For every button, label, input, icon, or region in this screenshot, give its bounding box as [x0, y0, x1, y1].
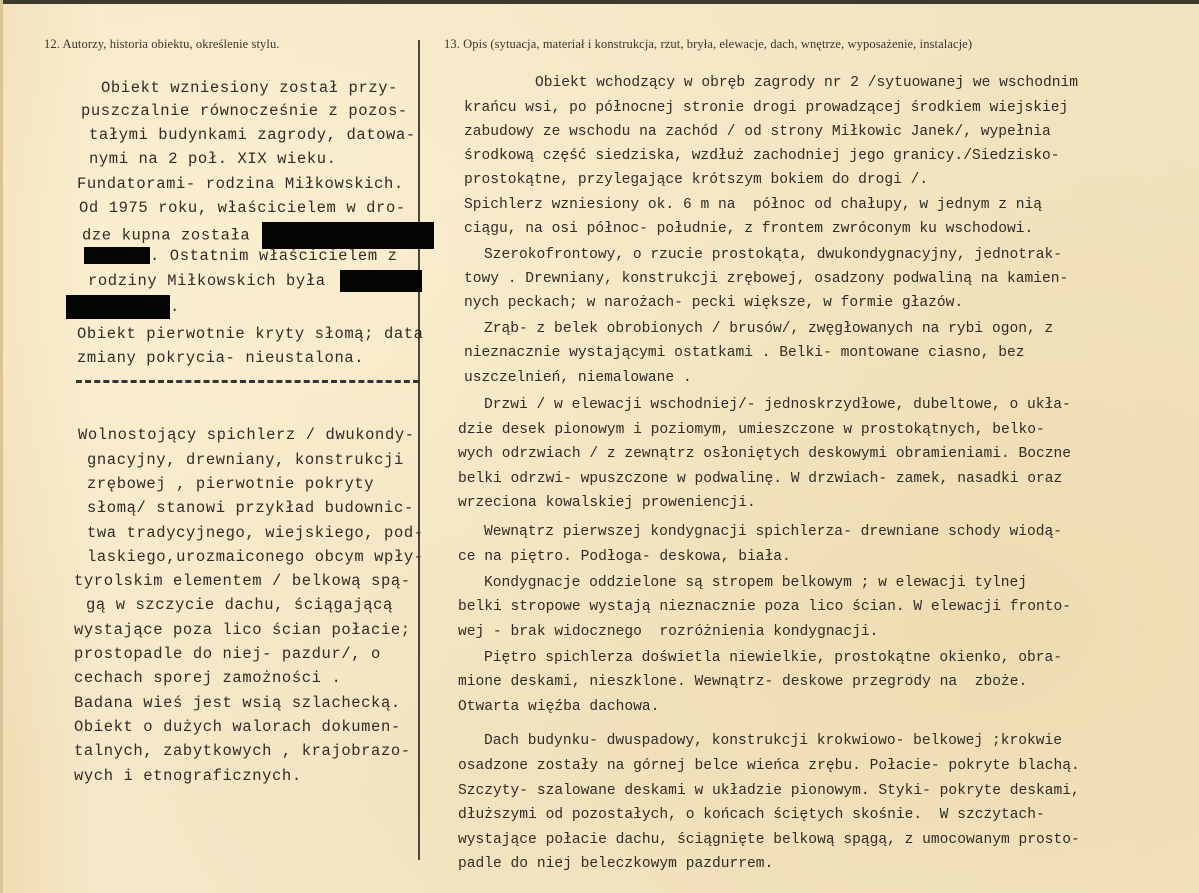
- text-line: cechach sporej zamożności .: [74, 669, 342, 687]
- text-line: Spichlerz wzniesiony ok. 6 m na północ od chałupy, w jednym z nią: [464, 197, 1043, 213]
- text-line: nymi na 2 poł. XIX wieku.: [89, 150, 337, 168]
- text-line: wystające połacie dachu, ściągnięte belkową spągą, z umocowanym prosto-: [458, 832, 1080, 848]
- text-line: Kondygnacje oddzielone są stropem belkowym ; w elewacji tylnej: [484, 575, 1027, 591]
- text-line: Zrąb- z belek obrobionych / brusów/, zwęgłowanych na rybi ogon, z: [484, 321, 1054, 337]
- text-line: dłuższymi od pozostałych, o końcach ściętych skośnie. W szczytach-: [458, 807, 1045, 823]
- scan-left-edge: [0, 0, 3, 893]
- redacted-name: [340, 270, 422, 292]
- text-line: puszczalnie równocześnie z pozos-: [81, 102, 408, 120]
- text-line: nieznacznie wystającymi ostatkami . Belki- montowane ciasno, bez: [464, 345, 1025, 361]
- text-line: krańcu wsi, po północnej stronie drogi prowadzącej środkiem wiejskiej: [464, 100, 1069, 116]
- text-line: tyrolskim elementem / belkową spą-: [74, 572, 411, 590]
- text-line: towy . Drewniany, konstrukcji zrębowej, osadzony podwaliną na kamien-: [464, 271, 1069, 287]
- text-line: Drzwi / w elewacji wschodniej/- jednoskrzydłowe, dubeltowe, o ukła-: [484, 397, 1071, 413]
- text-line: mione deskami, nieszklone. Wewnątrz- deskowe przegrody na zboże.: [458, 674, 1028, 690]
- text-line: twa tradycyjnego, wiejskiego, pod-: [87, 524, 424, 542]
- text-line: dzie desek pionowym i poziomym, umieszczone w prostokątnych, belko-: [458, 422, 1045, 438]
- scan-top-edge: [0, 0, 1199, 4]
- text-line: gą w szczycie dachu, ściągającą: [86, 596, 393, 614]
- text-line: Badana wieś jest wsią szlachecką.: [74, 694, 401, 712]
- separator-dashes: [76, 380, 419, 387]
- text-line: laskiego,urozmaiconego obcym wpły-: [87, 548, 424, 566]
- text-line: nych peckach; w narożach- pecki większe, w formie głazów.: [464, 295, 964, 311]
- text-line: [84, 246, 398, 266]
- text-line: ce na piętro. Podłoga- deskowa, biała.: [458, 549, 791, 565]
- text-line: uszczelnień, niemalowane .: [464, 370, 692, 386]
- section-12-header: 12. Autorzy, historia obiektu, określenie stylu.: [44, 37, 280, 51]
- text-line: Szerokofrontowy, o rzucie prostokąta, dwukondygnacyjny, jednotrak-: [484, 247, 1063, 263]
- text-line: Piętro spichlerza doświetla niewielkie, prostokątne okienko, obra-: [484, 650, 1063, 666]
- text-line: prostopadle do niej- pazdur/, o: [74, 645, 381, 663]
- text-line: zabudowy ze wschodu na zachód / od strony Miłkowic Janek/, wypełnia: [464, 124, 1051, 140]
- text-line: [66, 295, 180, 319]
- text-line: Wewnątrz pierwszej kondygnacji spichlerza- drewniane schody wiodą-: [484, 524, 1063, 540]
- text-line: Od 1975 roku, właścicielem w dro-: [79, 199, 406, 217]
- text-line: zmiany pokrycia- nieustalona.: [77, 349, 365, 367]
- redacted-name: [262, 222, 434, 249]
- text-line: Obiekt pierwotnie kryty słomą; data: [77, 325, 424, 343]
- text-line: Szczyty- szalowane deskami w układzie pionowym. Styki- pokryte deskami,: [458, 783, 1080, 799]
- column-divider: [418, 40, 420, 860]
- text-fragment: . Ostatnim właścicielem z: [150, 247, 398, 265]
- text-line: wych i etnograficznych.: [74, 767, 302, 785]
- text-fragment: .: [170, 298, 180, 317]
- text-line: Obiekt wzniesiony został przy-: [101, 79, 399, 97]
- text-line: ciągu, na osi północ- południe, z frontem zwróconym ku wschodowi.: [464, 221, 1034, 237]
- text-line: belki stropowe wystają nieznacznie poza lico ścian. W elewacji fronto-: [458, 599, 1072, 615]
- text-line: [88, 270, 422, 292]
- text-line: prostokątne, przylegające krótszym bokiem do drogi /.: [464, 172, 929, 188]
- text-line: Wolnostojący spichlerz / dwukondy-: [78, 426, 415, 444]
- redacted-name: [84, 247, 150, 264]
- text-line: belki odrzwi- wpuszczone w podwalinę. W drzwiach- zamek, nasadki oraz: [458, 471, 1063, 487]
- text-line: talnych, zabytkowych , krajobrazo-: [74, 742, 411, 760]
- text-line: gnacyjny, drewniany, konstrukcji: [87, 451, 404, 469]
- text-line: padle do niej beleczkowym pazdurrem.: [458, 856, 774, 872]
- text-line: wystające poza lico ścian połacie;: [74, 621, 411, 639]
- text-line: [82, 222, 434, 249]
- text-line: środkową część siedziska, wzdłuż zachodniej jego granicy./Siedzisko-: [464, 148, 1060, 164]
- text-line: Fundatorami- rodzina Miłkowskich.: [77, 175, 404, 193]
- text-line: słomą/ stanowi przykład budownic-: [87, 499, 414, 517]
- text-line: tałymi budynkami zagrody, datowa-: [89, 126, 416, 144]
- text-line: osadzone zostały na górnej belce wieńca zrębu. Połacie- pokryte blachą.: [458, 758, 1080, 774]
- text-line: Obiekt o dużych walorach dokumen-: [74, 718, 401, 736]
- text-fragment: rodziny Miłkowskich była: [88, 272, 326, 291]
- text-line: wrzeciona kowalskiej proweniencji.: [458, 495, 756, 511]
- text-line: Otwarta więźba dachowa.: [458, 699, 660, 715]
- redacted-name: [66, 295, 170, 319]
- text-line: wych odrzwiach / z zewnątrz osłoniętych deskowymi obramieniami. Boczne: [458, 446, 1072, 462]
- text-line: Dach budynku- dwuspadowy, konstrukcji krokwiowo- belkowej ;krokwie: [484, 733, 1063, 749]
- text-fragment: dze kupna została: [82, 226, 251, 245]
- text-line: wej - brak widocznego rozróżnienia kondygnacji.: [458, 624, 879, 640]
- text-line: zrębowej , pierwotnie pokryty: [87, 475, 375, 493]
- text-line: Obiekt wchodzący w obręb zagrody nr 2 /sytuowanej we wschodnim: [535, 75, 1078, 91]
- section-13-header: 13. Opis (sytuacja, materiał i konstrukcja, rzut, bryła, elewacje, dach, wnętrze, wyposażenie, instalacje): [444, 37, 973, 51]
